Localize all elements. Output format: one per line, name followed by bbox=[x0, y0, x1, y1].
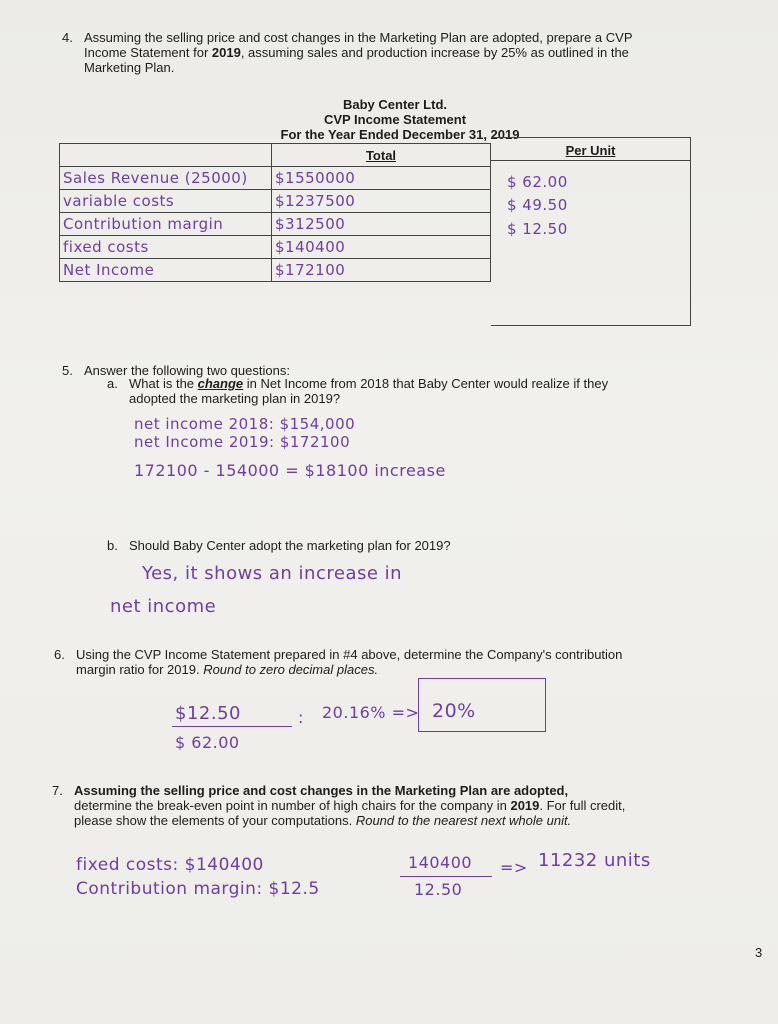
question-7-number: 7. bbox=[52, 783, 63, 798]
question-4-line2: Income Statement for 2019, assuming sales and production increase by 25% as outlined in the bbox=[84, 45, 629, 60]
per-unit-sales: $ 62.00 bbox=[507, 173, 568, 191]
question-4-line3: Marketing Plan. bbox=[84, 60, 175, 75]
row-label: fixed costs bbox=[63, 238, 149, 256]
table-row bbox=[60, 236, 491, 259]
row-total: $140400 bbox=[275, 238, 346, 256]
q6-fraction-line bbox=[172, 726, 292, 727]
q6-denominator: $ 62.00 bbox=[175, 733, 240, 752]
row-total: $1237500 bbox=[275, 192, 356, 210]
per-unit-variable: $ 49.50 bbox=[507, 196, 568, 214]
row-label: Net Income bbox=[63, 261, 155, 279]
question-6-line2: margin ratio for 2019. Round to zero decimal places. bbox=[76, 662, 379, 677]
row-total: $312500 bbox=[275, 215, 346, 233]
q6-final-answer: 20% bbox=[432, 700, 476, 722]
answer-5a-line3: 172100 - 154000 = $18100 increase bbox=[134, 461, 446, 480]
q6-colon: : bbox=[298, 708, 304, 727]
q7-answer: 11232 units bbox=[538, 850, 651, 871]
row-label: Contribution margin bbox=[63, 215, 224, 233]
q7-fraction-line bbox=[400, 876, 492, 877]
row-label: variable costs bbox=[63, 192, 175, 210]
question-5-number: 5. bbox=[62, 363, 73, 378]
question-4-number: 4. bbox=[62, 30, 73, 45]
q7-contribution-margin: Contribution margin: $12.5 bbox=[76, 879, 320, 899]
row-total: $172100 bbox=[275, 261, 346, 279]
q7-numerator: 140400 bbox=[408, 853, 473, 872]
q7-denominator: 12.50 bbox=[414, 880, 463, 899]
table-row bbox=[60, 259, 491, 282]
table-row bbox=[60, 213, 491, 236]
table-row bbox=[60, 190, 491, 213]
question-5-intro: Answer the following two questions: bbox=[84, 363, 290, 378]
question-5a bbox=[107, 376, 727, 408]
row-label: Sales Revenue (25000) bbox=[63, 169, 248, 187]
answer-5a-line2: net Income 2019: $172100 bbox=[134, 433, 351, 451]
question-5a-line1: What is the change in Net Income from 2018 that Baby Center would realize if they bbox=[129, 376, 609, 391]
statement-period: For the Year Ended December 31, 2019 bbox=[280, 127, 520, 142]
question-7-line1: Assuming the selling price and cost changes in the Marketing Plan are adopted, bbox=[74, 783, 569, 798]
table-row bbox=[60, 167, 491, 190]
question-6-line1: Using the CVP Income Statement prepared in #4 above, determine the Company's contribution bbox=[76, 647, 623, 662]
per-unit-column bbox=[491, 137, 691, 326]
col-total-header: Total bbox=[272, 144, 491, 167]
per-unit-contribution: $ 12.50 bbox=[507, 220, 568, 238]
question-5a-label: a. bbox=[107, 376, 118, 391]
row-total: $1550000 bbox=[275, 169, 356, 187]
q7-arrow: => bbox=[500, 858, 528, 877]
answer-5b-line2: net income bbox=[110, 596, 217, 617]
answer-5b-line1: Yes, it shows an increase in bbox=[142, 563, 403, 584]
question-7 bbox=[52, 783, 752, 833]
q6-numerator: $12.50 bbox=[175, 703, 241, 724]
question-6-number: 6. bbox=[54, 647, 65, 662]
q7-fixed-costs: fixed costs: $140400 bbox=[76, 855, 264, 875]
question-5b bbox=[107, 538, 727, 556]
q6-result: 20.16% => bbox=[322, 703, 420, 722]
page-number: 3 bbox=[755, 945, 763, 960]
col-per-unit-header: Per Unit bbox=[565, 143, 616, 158]
cvp-income-statement-table bbox=[59, 143, 491, 282]
company-name: Baby Center Ltd. bbox=[342, 97, 447, 112]
answer-5a-line1: net income 2018: $154,000 bbox=[134, 415, 356, 433]
question-7-line3: please show the elements of your computations. Round to the nearest next whole unit. bbox=[74, 813, 572, 828]
question-5b-label: b. bbox=[107, 538, 118, 553]
question-5a-line2: adopted the marketing plan in 2019? bbox=[129, 391, 341, 406]
question-6 bbox=[54, 647, 744, 683]
question-4 bbox=[62, 30, 742, 80]
statement-title: CVP Income Statement bbox=[323, 112, 467, 127]
question-4-line1: Assuming the selling price and cost changes in the Marketing Plan are adopted, prepare a CVP bbox=[84, 30, 633, 45]
question-5b-text: Should Baby Center adopt the marketing plan for 2019? bbox=[129, 538, 451, 553]
question-7-line2: determine the break-even point in number of high chairs for the company in 2019. For full credit, bbox=[74, 798, 626, 813]
